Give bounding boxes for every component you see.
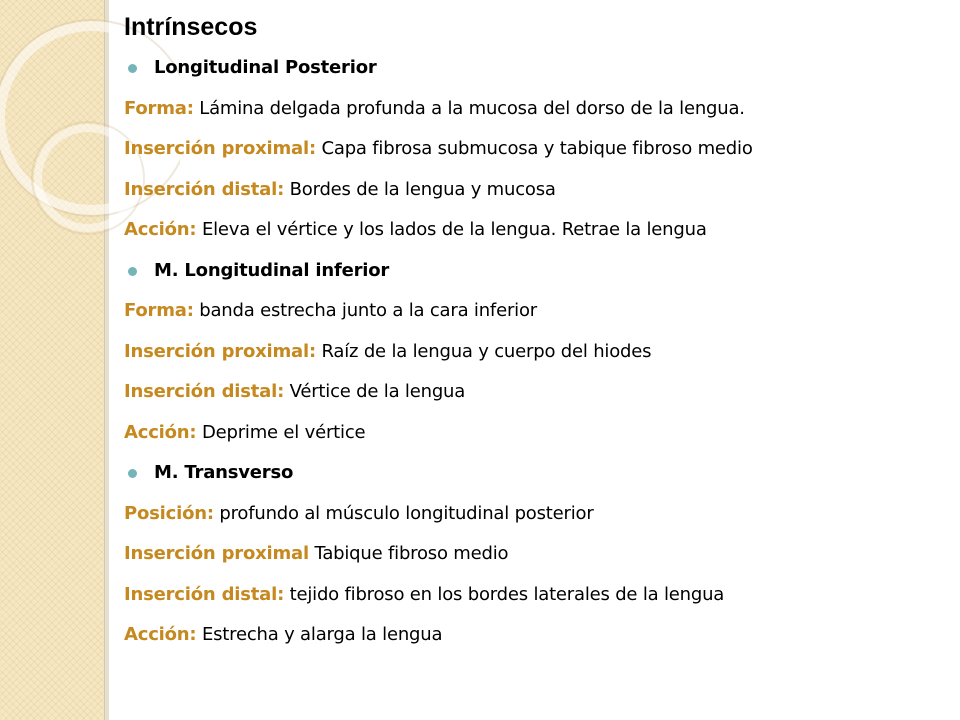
row-text: banda estrecha junto a la cara inferior	[193, 300, 537, 321]
bullet-heading-text: M. Transverso	[154, 462, 294, 483]
row-label: Inserción distal:	[124, 583, 285, 605]
bullet-heading-text: M. Longitudinal inferior	[154, 259, 390, 281]
row-text: profundo al músculo longitudinal posterior	[213, 502, 594, 524]
row-label: Inserción proximal:	[124, 138, 316, 159]
row-accion	[124, 615, 944, 656]
row-label: Acción:	[124, 421, 197, 443]
bullet-dot-icon	[128, 64, 137, 73]
row-forma	[124, 89, 944, 130]
bullet-heading-transverso	[124, 453, 944, 494]
row-text: Bordes de la lengua y mucosa	[284, 178, 556, 200]
row-insercion-proximal	[124, 534, 944, 575]
row-insercion-distal	[124, 575, 944, 616]
row-text: Deprime el vértice	[196, 421, 366, 443]
row-insercion-distal	[124, 170, 944, 211]
row-label: Inserción proximal:	[124, 340, 316, 362]
row-label: Forma:	[124, 300, 194, 321]
row-label: Acción:	[124, 624, 197, 645]
row-label: Forma:	[124, 97, 194, 119]
row-text: Tabique fibroso medio	[308, 543, 509, 564]
row-posicion	[124, 494, 944, 535]
row-label: Inserción distal:	[124, 381, 285, 402]
row-insercion-distal	[124, 372, 944, 413]
row-text: Raíz de la lengua y cuerpo del hiodes	[315, 340, 652, 362]
bullet-heading-longitudinal-posterior	[124, 48, 944, 89]
row-text: tejido fibroso en los bordes laterales de la lengua	[284, 583, 725, 605]
row-insercion-proximal	[124, 332, 944, 373]
row-text: Estrecha y alarga la lengua	[196, 624, 443, 645]
row-text: Eleva el vértice y los lados de la lengua. Retrae la lengua	[196, 219, 707, 240]
row-label: Acción:	[124, 219, 197, 240]
bullet-dot-icon	[128, 469, 137, 478]
row-accion	[124, 413, 944, 454]
row-text: Capa fibrosa submucosa y tabique fibroso medio	[315, 138, 753, 159]
row-label: Posición:	[124, 502, 214, 524]
row-insercion-proximal	[124, 129, 944, 170]
bullet-heading-text: Longitudinal Posterior	[154, 57, 377, 78]
row-forma	[124, 291, 944, 332]
row-accion	[124, 210, 944, 251]
row-text: Lámina delgada profunda a la mucosa del dorso de la lengua.	[193, 97, 745, 119]
bullet-dot-icon	[128, 267, 137, 276]
slide-content	[124, 10, 944, 656]
row-label: Inserción distal:	[124, 178, 285, 200]
row-text: Vértice de la lengua	[284, 381, 466, 402]
slide-title: Intrínsecos	[124, 13, 258, 41]
row-label: Inserción proximal	[124, 543, 309, 564]
bullet-heading-longitudinal-inferior	[124, 251, 944, 292]
